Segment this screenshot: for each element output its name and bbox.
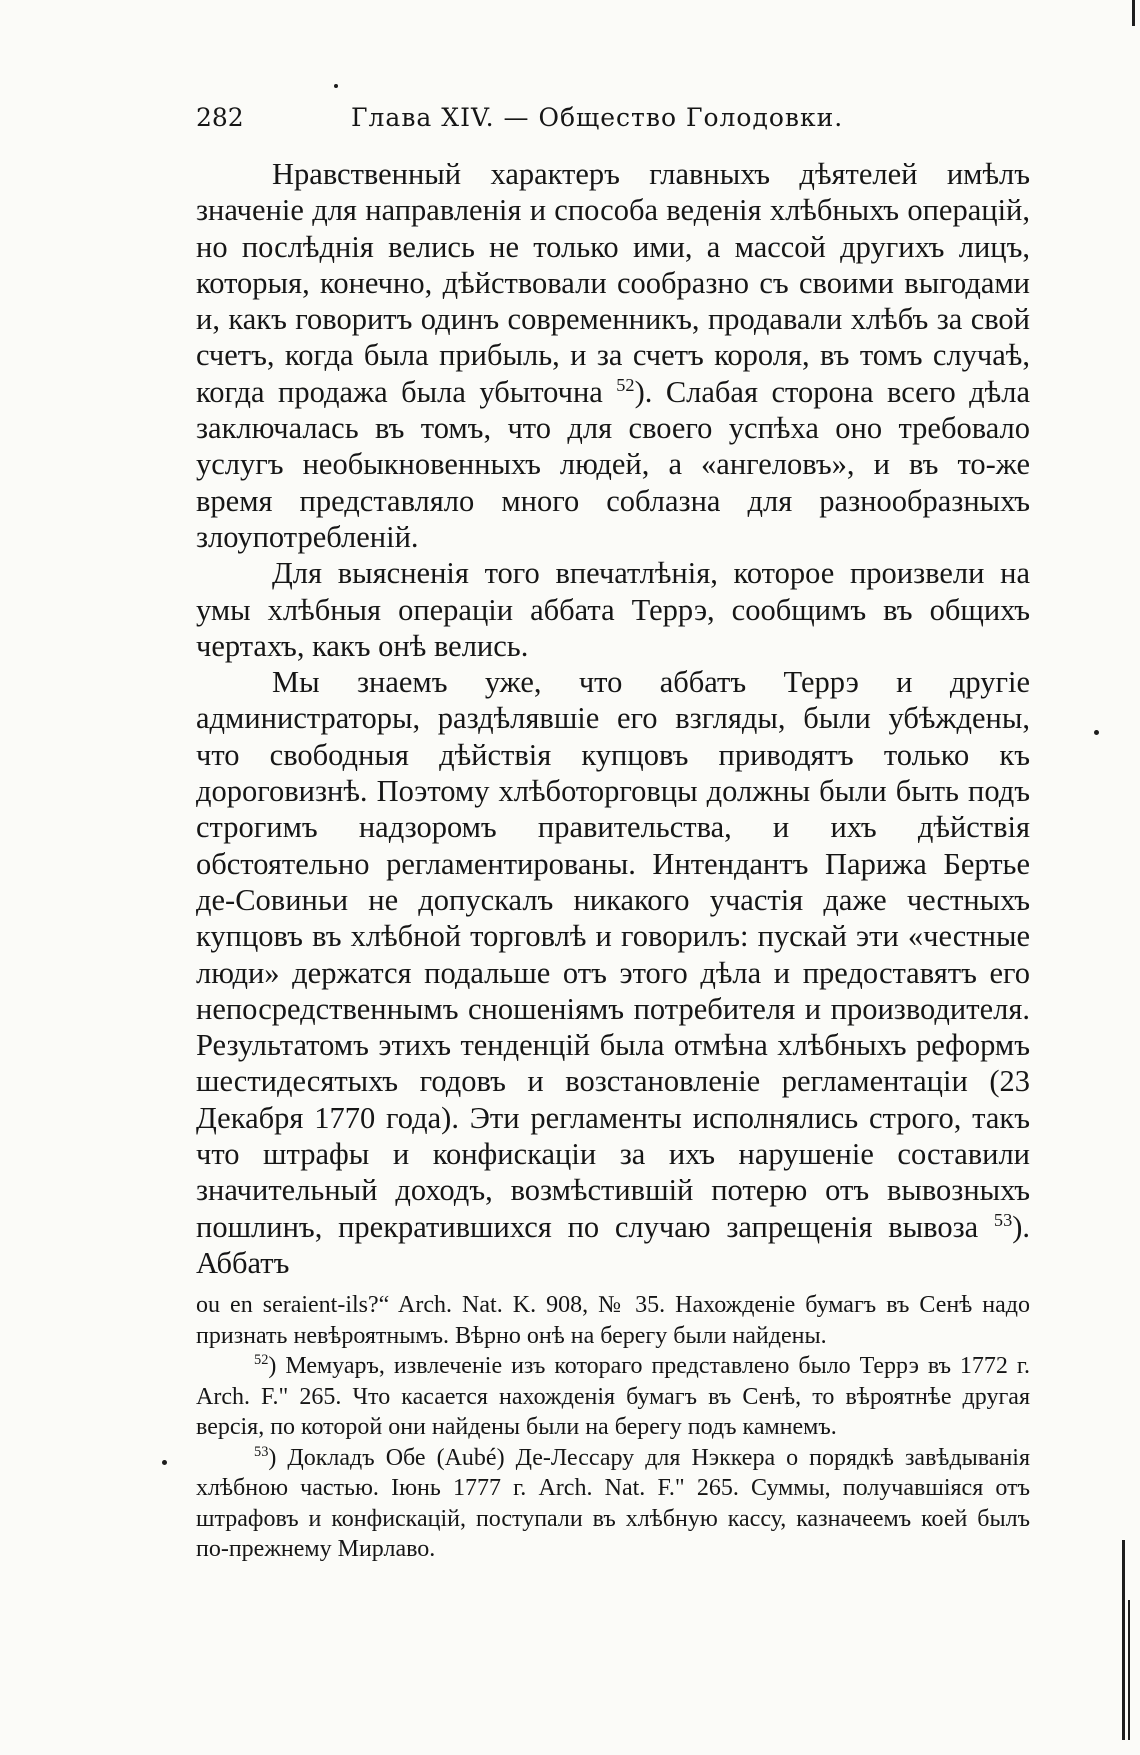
- paragraph-tail: ). Слабая сторона всего дѣла заключалась въ томъ, что для своего успѣха оно требовало услугъ необыкновенныхъ людей, а «ангеловъ», и въ то-же время представляло много соблазна для разнообразныхъ злоупотребленій.: [196, 374, 1030, 554]
- footnote-text: ) Мемуаръ, извлеченіе изъ котораго представлено было Террэ въ 1772 г. Arch. F." 265. Что касается нахожденія бумагъ въ Сенѣ, то вѣроятнѣе другая версія, по которой они найдены были на берегу подъ камнемъ.: [196, 1353, 1030, 1440]
- paragraph-1: [196, 156, 1030, 555]
- footnote-continuation: [196, 1290, 1030, 1351]
- paragraph-2: [196, 555, 1030, 664]
- footnote-marker: 52: [254, 1352, 269, 1368]
- paragraph-text: Нравственный характеръ главныхъ дѣятелей имѣлъ значеніе для направленія и способа веденія хлѣбныхъ операцій, но послѣднія велись не только ими, а массой другихъ лицъ, которыя, конечно, дѣйствовали сообразно съ своими выгодами и, какъ говоритъ одинъ современникъ, продавали хлѣбъ за свой счетъ, когда была прибыль, и за счетъ короля, въ томъ случаѣ, когда продажа была убыточна: [196, 157, 1030, 409]
- main-text: [196, 156, 1030, 1281]
- footnote-text: ) Докладъ Обе (Aubé) Де-Лессару для Нэккера о порядкѣ завѣдыванія хлѣбною частью. Іюнь 1777 г. Arch. Nat. F." 265. Суммы, получавшіяся отъ штрафовъ и конфискацій, поступали въ хлѣбную кассу, казначеемъ коей былъ по-прежнему Мирлаво.: [196, 1444, 1030, 1562]
- running-title: Глава XIV. — Общество Голодовки.: [351, 103, 844, 132]
- footnote-ref-53: 53: [993, 1209, 1013, 1230]
- scan-dot: [334, 84, 338, 88]
- scan-dot: [1094, 730, 1099, 735]
- footnote-ref-52: 52: [616, 374, 635, 395]
- paragraph-text: Мы знаемъ уже, что аббатъ Террэ и другіе администраторы, раздѣлявшіе его взгляды, были убѣждены, что свободныя дѣйствія купцовъ приводятъ только къ дороговизнѣ. Поэтому хлѣботорговцы должны были быть подъ строгимъ надзоромъ правительства, и ихъ дѣйствія обстоятельно регламентированы. Интендантъ Парижа Бертье де-Совиньи не допускалъ никакого участія даже честныхъ купцовъ въ хлѣбной торговлѣ и говорилъ: пускай эти «честные люди» держатся подальше отъ этого дѣла и предоставятъ его непосредственнымъ сношеніямъ потребителя и производителя. Результатомъ этихъ тенденцій была отмѣна хлѣбныхъ реформъ шестидесятыхъ годовъ и возстановленіе регламентаціи (23 Декабря 1770 года). Эти регламенты исполнялись строго, такъ что штрафы и конфискаціи за ихъ нарушеніе составили значительный доходъ, возмѣстившій потерю отъ вывозныхъ пошлинъ, прекратившихся по случаю запрещенія вывоза: [196, 665, 1030, 1244]
- scan-edge-line: [1128, 1600, 1130, 1740]
- scan-edge-line: [1122, 1540, 1125, 1740]
- page-number: 282: [196, 103, 244, 132]
- footnote-53: [196, 1443, 1030, 1565]
- footnote-marker: 53: [254, 1443, 269, 1460]
- running-header: [196, 100, 1030, 136]
- paragraph-tail: ). Аббатъ: [196, 1209, 1030, 1280]
- paragraph-3: [196, 664, 1030, 1281]
- paragraph-text: Для выясненія того впечатлѣнія, которое произвели на умы хлѣбныя операціи аббата Террэ, сообщимъ въ общихъ чертахъ, какъ онѣ велись.: [196, 556, 1030, 663]
- footnote-text: ou en seraient-ils?“ Arch. Nat. K. 908, № 35. Нахожденіе бумагъ въ Сенѣ надо признать невѣроятнымъ. Вѣрно онѣ на берегу были найдены.: [196, 1292, 1030, 1349]
- scan-edge-line: [1132, 0, 1135, 26]
- footnote-52: [196, 1351, 1030, 1443]
- scan-dot: [162, 1460, 167, 1465]
- footnotes: [196, 1290, 1030, 1565]
